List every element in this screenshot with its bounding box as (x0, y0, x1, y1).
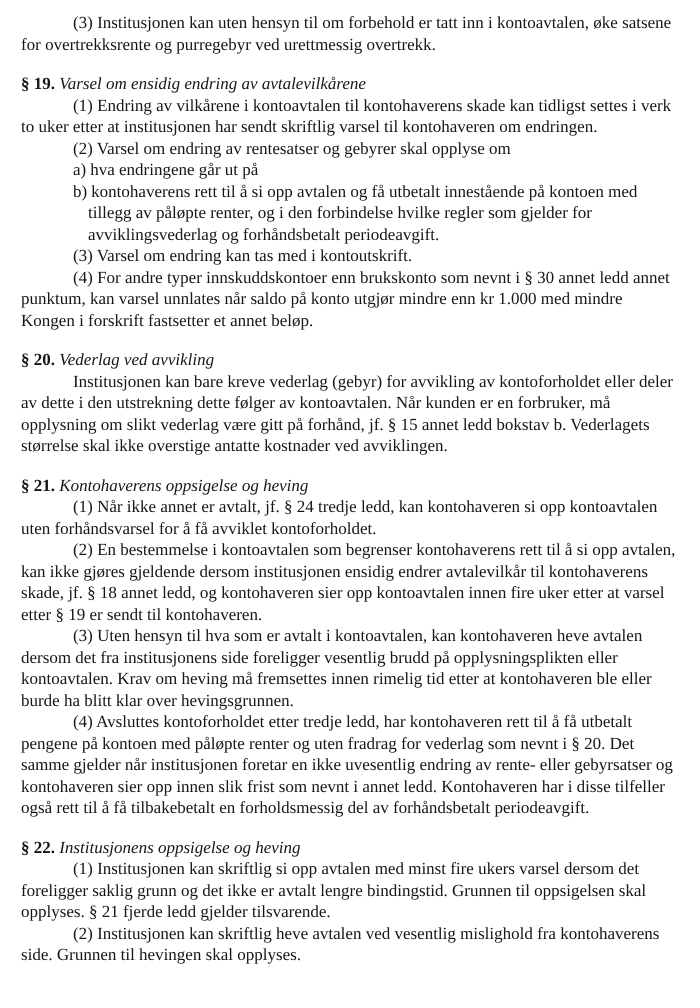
section-19-paragraph-2: (2) Varsel om endring av rentesatser og gebyrer skal opplyse om (73, 138, 511, 158)
section-22 (21, 837, 678, 966)
section-20-paragraph-1: Institusjonen kan bare kreve vederlag (gebyr) for avvikling av kontoforholdet eller deler av dette i den utstrekning dette følger av kontoavtalen. Når kunden er en forbruker, må opplysning om slikt vederlag være gitt på forhånd, jf. § 15 annet ledd bokstav b. Vederlagets størrelse skal ikke overstige antatte kostnader ved avviklingen. (21, 371, 673, 455)
section-21-paragraph-1: (1) Når ikke annet er avtalt, jf. § 24 tredje ledd, kan kontohaveren si opp kontoavtalen uten forhåndsvarsel for å få avviklet kontoforholdet. (21, 497, 658, 538)
list-marker-b: b) (73, 181, 88, 201)
section-22-paragraph-2: (2) Institusjonen kan skriftlig heve avtalen ved vesentlig mislighold fra kontohaverens side. Grunnen til hevingen skal opplyses. (21, 923, 660, 964)
section-22-paragraph-1: (1) Institusjonen kan skriftlig si opp avtalen med minst fire ukers varsel dersom det foreligger saklig grunn og det ikke er avtalt lengre bindingstid. Grunnen til oppsigelsen skal opplyses. § 21 fjerde ledd gjelder tilsvarende. (21, 859, 647, 921)
section-19-paragraph-4: (4) For andre typer innskuddskontoer enn brukskonto som nevnt i § 30 annet ledd annet punktum, kan varsel unnlates når saldo på konto utgjør mindre enn kr 1.000 med mindre Kongen i forskrift fastsetter et annet beløp. (21, 267, 670, 330)
list-marker-a: a) (73, 160, 87, 179)
section-22-title: Institusjonens oppsigelse og heving (59, 837, 301, 857)
section-19-number: § 19. (21, 74, 55, 93)
intro-paragraph: (3) Institusjonen kan uten hensyn til om forbehold er tatt inn i kontoavtalen, øke satsene for overtrekksrente og purregebyr ved urettmessig overtrekk. (21, 13, 672, 54)
section-19-list-item-a (73, 159, 678, 181)
section-20-number: § 20. (21, 350, 55, 369)
section-19-paragraph-1: (1) Endring av vilkårene i kontoavtalen til kontohaverens skade kan tidligst settes i verk to uker etter at institusjonen har sendt skriftlig varsel til kontohaveren om endringen. (21, 95, 672, 136)
section-20-title: Vederlag ved avvikling (59, 350, 215, 369)
section-21-paragraph-3: (3) Uten hensyn til hva som er avtalt i kontoavtalen, kan kontohaveren heve avtalen dersom det fra institusjonens side foreligger vesentlig brudd på opplysningsplikten eller kontoavtalen. Krav om heving må fremsettes innen rimelig tid etter at kontohaveren ble eller burde ha blitt klar over hevingsgrunnen. (21, 626, 652, 710)
section-20-heading (21, 349, 678, 371)
section-21-paragraph-4: (4) Avsluttes kontoforholdet etter tredje ledd, har kontohaveren rett til å få utbetalt pengene på kontoen med påløpte renter og uten fradrag for vederlag som nevnt i § 20. Det samme gjelder når institusjonen foretar en ikke uvesentlig endring av rente- eller gebyrsatser og kontohaveren sier opp innen slik frist som nevnt i annet ledd. Kontohaveren har i disse tilfeller også rett til å få tilbakebetalt en forholdsmessig del av forhåndsbetalt periodeavgift. (21, 712, 673, 817)
section-21-paragraph-2: (2) En bestemmelse i kontoavtalen som begrenser kontohaverens rett til å si opp avtalen, kan ikke gjøres gjeldende dersom institusjonen ensidig endrer avtalevilkår til kontohaverens skade, jf. § 18 annet ledd, og kontohaveren sier opp kontoavtalen innen fire uker etter at varsel etter § 19 er sendt til kontohaveren. (21, 540, 676, 624)
section-22-heading (21, 837, 678, 859)
section-21-title: Kontohaverens oppsigelse og heving (59, 475, 309, 495)
section-20 (21, 349, 678, 457)
list-text-b: kontohaverens rett til å si opp avtalen og få utbetalt innestående på kontoen med tillegg av påløpte renter, og i den forbindelse hvilke regler som gjelder for avviklingsvederlag og forhåndsbetalt periodeavgift. (88, 181, 638, 244)
section-19-heading (21, 73, 678, 95)
section-19-paragraph-3: (3) Varsel om endring kan tas med i kontoutskrift. (73, 246, 413, 265)
section-22-number: § 22. (21, 837, 55, 857)
section-19 (21, 73, 678, 331)
section-21-number: § 21. (21, 475, 55, 495)
list-text-a: hva endringene går ut på (90, 160, 259, 179)
section-19-title: Varsel om ensidig endring av avtalevilkårene (59, 74, 366, 93)
section-19-list-item-b (73, 181, 678, 246)
section-21 (21, 475, 678, 819)
section-21-heading (21, 475, 678, 497)
